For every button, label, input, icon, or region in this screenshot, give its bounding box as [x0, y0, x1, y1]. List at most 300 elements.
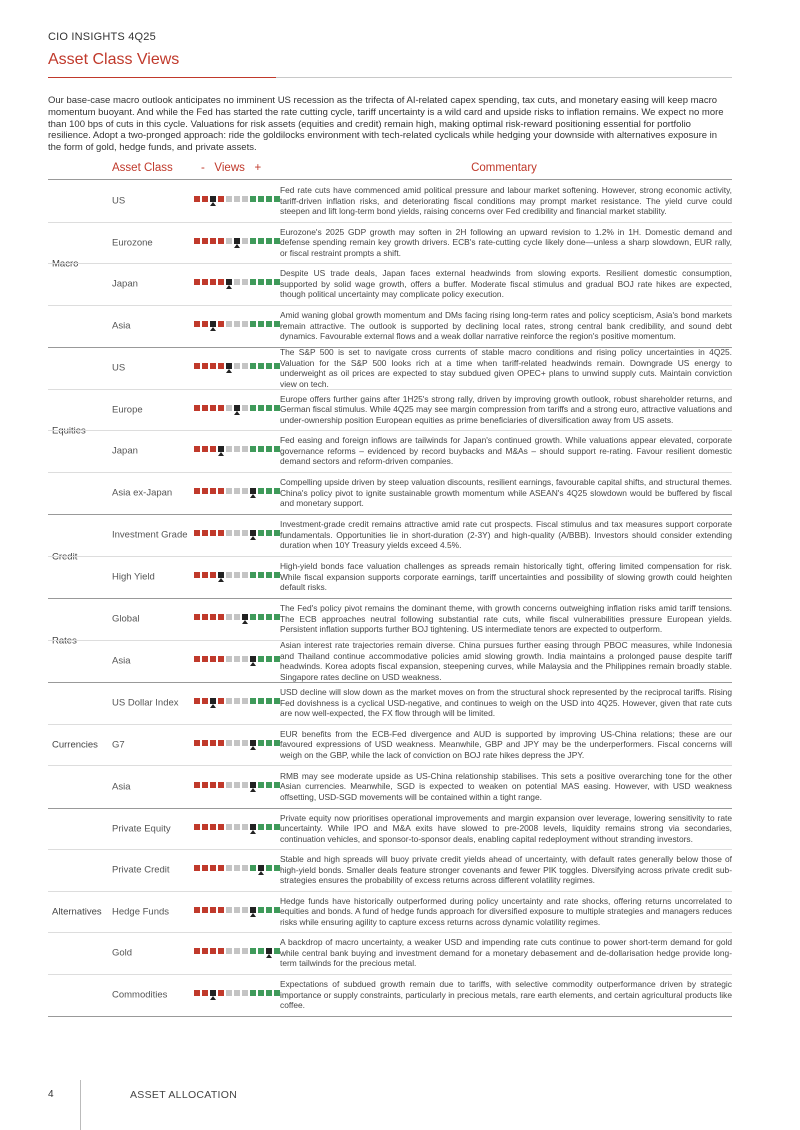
view-square	[218, 530, 224, 536]
asset-name: Private Equity	[112, 823, 171, 835]
group-credit	[48, 515, 732, 599]
view-square	[218, 740, 224, 746]
view-square	[202, 405, 208, 411]
view-square	[202, 740, 208, 746]
table-row	[48, 599, 732, 641]
group-label: Alternatives	[52, 906, 102, 918]
view-square	[194, 488, 200, 494]
view-square	[226, 990, 232, 996]
col-asset-class: Asset Class	[112, 162, 173, 174]
view-square	[194, 363, 200, 369]
view-square	[194, 948, 200, 954]
view-square	[218, 279, 224, 285]
view-square	[258, 948, 264, 954]
view-square	[202, 614, 208, 620]
col-commentary: Commentary	[471, 162, 537, 174]
view-square	[226, 865, 232, 871]
asset-name: Eurozone	[112, 237, 153, 249]
view-square	[234, 865, 240, 871]
view-square	[202, 656, 208, 662]
view-square	[194, 321, 200, 327]
view-square	[210, 824, 216, 830]
table-row	[48, 641, 732, 683]
view-square	[258, 740, 264, 746]
view-square	[242, 948, 248, 954]
view-square	[266, 530, 272, 536]
view-square	[250, 321, 256, 327]
asset-name: High Yield	[112, 571, 155, 583]
asset-name: Asia	[112, 320, 131, 332]
asset-name: Japan	[112, 278, 138, 290]
view-square	[194, 196, 200, 202]
intro-paragraph: Our base-case macro outlook anticipates no imminent US recession as the trifecta of AI-related capex spending, tax cuts, and monetary easing will keep macro momentum buoyant. And while the Fed has started the rate cutting cycle, tariff uncertainty is a wild card and upside risks to inflation remains. We expect no more than 100 bps of cuts in this cycle. Valuations for risk assets (equities and credit) remain high, making optimal risk-reward positioning essential for portfolio resilience. Adopt a two-pronged approach: ride the goldilocks environment with tech-related cyclicals while hedging your downside with alternatives exposure in the form of gold, hedge funds, and private assets.	[48, 95, 724, 154]
view-square	[258, 990, 264, 996]
view-square	[242, 196, 248, 202]
view-marker-icon	[250, 913, 256, 917]
view-square	[218, 824, 224, 830]
view-square	[258, 238, 264, 244]
view-square	[234, 782, 240, 788]
view-square	[218, 614, 224, 620]
commentary: Fed easing and foreign inflows are tailwinds for Japan's continued growth. While valuations appear elevated, corporate governance reforms – evidenced by record buybacks and M&As – should support re-rating. Favour resilient domestic demand sectors and reform-driven companies.	[280, 435, 732, 467]
commentary: Asian interest rate trajectories remain diverse. China pursues further easing through PBOC measures, while Indonesia and Thailand continue accommodative policies amid slowing growth. India maintains a prolonged pause despite tariff headwinds. Korea adopts fiscal expansion, steepening curves, while Malaysia and the Philippines remain broadly stable. Singapore rates decline on USD weakness.	[280, 640, 732, 682]
view-square	[202, 572, 208, 578]
view-square	[210, 279, 216, 285]
group-label: Macro	[52, 258, 79, 270]
view-square	[266, 656, 272, 662]
view-square	[202, 865, 208, 871]
view-square	[210, 446, 216, 452]
view-square	[210, 740, 216, 746]
view-square	[266, 824, 272, 830]
commentary: RMB may see moderate upside as US-China relationship stabilises. This sets a positive overarching tone for the other Asian currencies. Meanwhile, SGD is expected to weaken on potential MAS easing. However, with USD weakness offsetting, USD-SGD movements will be contained within a tight range.	[280, 770, 732, 803]
asset-name: US	[112, 195, 126, 207]
view-square	[250, 865, 256, 871]
view-square	[202, 488, 208, 494]
footer-divider	[80, 1080, 81, 1130]
view-square	[210, 865, 216, 871]
view-marker-icon	[210, 202, 216, 206]
view-scale	[194, 988, 274, 1002]
view-square	[266, 446, 272, 452]
view-square	[242, 363, 248, 369]
view-square	[226, 196, 232, 202]
view-square	[210, 948, 216, 954]
view-square	[242, 488, 248, 494]
commentary: USD decline will slow down as the market moves on from the structural shock represented by the reciprocal tariffs. Rising Fed dovishness is a cyclical USD-negative, and continues to weigh on the USD into 4Q25. However, given that rate cuts are now well-expected, the FX flow through will be limited.	[280, 687, 732, 719]
view-marker-icon	[218, 452, 224, 456]
commentary: A backdrop of macro uncertainty, a weaker USD and impending rate cuts continue to power short-term demand for gold while central bank buying and investment demand for a monetary debasement and de-dollarisation hedge provide long-term tailwinds for the precious metal.	[280, 937, 732, 969]
view-square	[250, 279, 256, 285]
view-square	[258, 698, 264, 704]
view-square	[266, 196, 272, 202]
view-square	[258, 488, 264, 494]
view-square	[258, 446, 264, 452]
view-marker-icon	[210, 327, 216, 331]
view-square	[218, 196, 224, 202]
view-square	[258, 279, 264, 285]
view-square	[218, 405, 224, 411]
asset-name: Gold	[112, 947, 133, 959]
view-marker-icon	[258, 871, 264, 875]
view-square	[258, 614, 264, 620]
table-row	[48, 766, 732, 808]
page-number: 4	[48, 1089, 54, 1100]
commentary: The S&P 500 is set to navigate cross currents of stable macro conditions and rising policy uncertainties in 4Q25. Valuation for the S&P 500 looks rich at a time when tariff-related headwinds remain. Downgrade US energy to underweight as oil prices are expected to stay subdued given OPEC+ plans to unwind supply cuts. Maintain conviction view on tech.	[280, 347, 732, 389]
view-square	[266, 740, 272, 746]
commentary: Stable and high spreads will buoy private credit yields ahead of uncertainty, with default rates generally below those of high-yield bonds. Smaller deals feature stronger covenants and fewer PIK toggles. Diversifying across private credit sub-strategies ensures the probability of excess returns across different volatility regimes.	[280, 854, 732, 886]
asset-name: Investment Grade	[112, 529, 188, 541]
table-row	[48, 181, 732, 223]
view-marker-icon	[266, 954, 272, 958]
view-square	[194, 238, 200, 244]
view-square	[258, 572, 264, 578]
view-square	[218, 698, 224, 704]
view-square	[210, 530, 216, 536]
view-square	[266, 488, 272, 494]
group-alternatives	[48, 809, 732, 1018]
group-label: Equities	[52, 425, 86, 437]
view-scale	[194, 822, 274, 836]
view-square	[210, 656, 216, 662]
view-square	[250, 196, 256, 202]
view-square	[226, 824, 232, 830]
table-row	[48, 725, 732, 767]
view-scale	[194, 738, 274, 752]
view-square	[258, 907, 264, 913]
view-scale	[194, 905, 274, 919]
commentary: Eurozone's 2025 GDP growth may soften in 2H following an upward revision to 1.2% in 1H. Domestic demand and defense spending remain key growth drivers. ECB's rate-cutting cycle likely done—unless a sharp slowdown, EUR rally, or fiscal restraint prompts a shift.	[280, 226, 732, 259]
asset-name: Japan	[112, 445, 138, 457]
view-square	[194, 530, 200, 536]
view-square	[202, 907, 208, 913]
table-row	[48, 850, 732, 892]
view-square	[210, 488, 216, 494]
view-square	[226, 614, 232, 620]
asset-name: Asia	[112, 655, 131, 667]
view-square	[194, 446, 200, 452]
view-scale	[194, 486, 274, 500]
view-square	[258, 530, 264, 536]
col-views: - Views +	[201, 162, 262, 174]
table-row	[48, 557, 732, 599]
view-square	[194, 782, 200, 788]
view-square	[250, 698, 256, 704]
commentary: Investment-grade credit remains attractive amid rate cut prospects. Fiscal stimulus and tax measures support corporate fundamentals. Opportunities lie in short-duration (2-3Y) and high-quality (A/BBB). Investors should consider extending duration when 10Y Treasury yields exceed 4.5%.	[280, 519, 732, 551]
view-square	[234, 279, 240, 285]
view-square	[210, 907, 216, 913]
view-square	[194, 824, 200, 830]
view-square	[218, 656, 224, 662]
view-square	[202, 279, 208, 285]
view-square	[242, 446, 248, 452]
table-row	[48, 975, 732, 1017]
view-square	[202, 238, 208, 244]
view-square	[210, 238, 216, 244]
group-rates	[48, 599, 732, 683]
view-square	[234, 572, 240, 578]
view-square	[218, 990, 224, 996]
view-square	[266, 279, 272, 285]
view-scale	[194, 194, 274, 208]
view-square	[242, 572, 248, 578]
view-square	[242, 990, 248, 996]
table-row	[48, 892, 732, 934]
view-square	[210, 782, 216, 788]
view-square	[250, 446, 256, 452]
view-marker-icon	[234, 244, 240, 248]
view-square	[266, 990, 272, 996]
view-square	[234, 488, 240, 494]
view-square	[266, 363, 272, 369]
view-marker-icon	[218, 578, 224, 582]
view-square	[226, 782, 232, 788]
commentary: Europe offers further gains after 1H25's strong rally, driven by improving growth outlook, robust shareholder returns, and German fiscal stimulus. While 4Q25 may see margin compression from tariffs and a strong euro, attractive valuations and under-ownership position European equities as prime beneficiaries of diversification away from US assets.	[280, 393, 732, 426]
view-square	[242, 530, 248, 536]
view-square	[194, 405, 200, 411]
view-marker-icon	[250, 788, 256, 792]
view-square	[226, 405, 232, 411]
view-square	[234, 321, 240, 327]
view-square	[258, 656, 264, 662]
view-square	[218, 948, 224, 954]
view-square	[234, 530, 240, 536]
view-square	[194, 698, 200, 704]
view-square	[242, 656, 248, 662]
view-square	[258, 782, 264, 788]
table-row	[48, 431, 732, 473]
asset-name: Hedge Funds	[112, 906, 170, 918]
view-square	[234, 656, 240, 662]
view-marker-icon	[210, 996, 216, 1000]
commentary: Fed rate cuts have commenced amid political pressure and labour market softening. However, strong economic activity, tariff-driven inflation risks, and deteriorating fiscal conditions may prompt market resistance. The yield curve could steepen and lift long-term bond yields, raising concerns over Fed credibility and financial market stability.	[280, 185, 732, 217]
view-square	[234, 824, 240, 830]
table-header	[48, 162, 732, 180]
view-marker-icon	[242, 620, 248, 624]
view-square	[202, 698, 208, 704]
view-square	[202, 782, 208, 788]
table-row	[48, 473, 732, 515]
view-square	[234, 907, 240, 913]
view-square	[226, 238, 232, 244]
view-square	[250, 405, 256, 411]
commentary: Expectations of subdued growth remain due to tariffs, with selective commodity outperformance driven by strategic importance or supply constraints, particularly in precious metals, rare earth elements, and certain agricultural products like coffee.	[280, 979, 732, 1011]
table-row	[48, 264, 732, 306]
group-label: Rates	[52, 635, 77, 646]
view-square	[242, 782, 248, 788]
view-square	[218, 907, 224, 913]
view-square	[218, 488, 224, 494]
commentary: Amid waning global growth momentum and DMs facing rising long-term rates and policy scepticism, Asia's bond markets remain attractive. The outlook is supported by declining local rates, strong central bank credibility, and sound debt dynamics. Favourable external flows and a weak dollar narrative reinforce the region's positive momentum.	[280, 310, 732, 342]
section-label: ASSET ALLOCATION	[130, 1089, 238, 1101]
view-square	[194, 740, 200, 746]
view-square	[250, 363, 256, 369]
view-square	[250, 572, 256, 578]
view-scale	[194, 236, 274, 250]
view-square	[242, 907, 248, 913]
asset-name: US Dollar Index	[112, 697, 179, 709]
asset-name: G7	[112, 739, 125, 751]
view-scale	[194, 780, 274, 794]
report-kicker: CIO INSIGHTS 4Q25	[48, 31, 156, 43]
view-square	[218, 782, 224, 788]
view-square	[202, 990, 208, 996]
view-square	[242, 279, 248, 285]
view-square	[210, 572, 216, 578]
view-square	[242, 740, 248, 746]
asset-name: Private Credit	[112, 864, 170, 876]
table-row	[48, 306, 732, 348]
view-square	[194, 990, 200, 996]
view-square	[194, 279, 200, 285]
commentary: Private equity now prioritises operational improvements and margin expansion over leverage, lowering sensitivity to rate uncertainty. While IPO and M&A exits have slowed to pre-2008 levels, liquidity remains strong via secondaries, continuation vehicles, and sponsor-to-sponsor deals, enabling capital redeployment without stranding investors.	[280, 812, 732, 845]
table-row	[48, 683, 732, 725]
commentary: The Fed's policy pivot remains the dominant theme, with growth concerns outweighing inflation risks amid tariff tensions. The ECB approaches neutral following substantial rate cuts, while fiscal vulnerabilities pressure European yields. Persistent inflation supports further BOJ tightening. US intermediate tenors are expected to outperform.	[280, 603, 732, 635]
view-square	[226, 656, 232, 662]
view-square	[250, 614, 256, 620]
table-row	[48, 809, 732, 851]
view-scale	[194, 654, 274, 668]
view-square	[202, 196, 208, 202]
view-scale	[194, 444, 274, 458]
view-square	[234, 363, 240, 369]
view-square	[226, 446, 232, 452]
view-scale	[194, 570, 274, 584]
asset-name: Asia	[112, 781, 131, 793]
view-square	[266, 907, 272, 913]
view-square	[242, 698, 248, 704]
view-square	[234, 196, 240, 202]
view-scale	[194, 528, 274, 542]
table-row	[48, 348, 732, 390]
commentary: Hedge funds have historically outperformed during policy uncertainty and rate shocks, offering returns uncorrelated to equities and bonds. A fund of hedge funds approach for diversified exposure to multiple strategies and managers reduces risks while ensuring agility to capture excess returns across dynamic volatility regimes.	[280, 895, 732, 928]
view-square	[234, 698, 240, 704]
title-divider	[48, 77, 732, 78]
view-scale	[194, 277, 274, 291]
view-square	[250, 948, 256, 954]
view-marker-icon	[250, 662, 256, 666]
view-square	[258, 405, 264, 411]
view-square	[194, 907, 200, 913]
view-square	[226, 948, 232, 954]
view-square	[226, 698, 232, 704]
view-square	[266, 405, 272, 411]
asset-name: Asia ex-Japan	[112, 487, 173, 499]
group-equities	[48, 348, 732, 515]
view-scale	[194, 863, 274, 877]
view-square	[266, 782, 272, 788]
view-square	[210, 405, 216, 411]
view-square	[226, 530, 232, 536]
view-square	[202, 446, 208, 452]
view-square	[234, 614, 240, 620]
view-square	[234, 740, 240, 746]
table-row	[48, 515, 732, 557]
table-row	[48, 390, 732, 432]
view-scale	[194, 696, 274, 710]
table-row	[48, 933, 732, 975]
group-label: Currencies	[52, 739, 98, 751]
view-marker-icon	[234, 411, 240, 415]
view-marker-icon	[210, 704, 216, 708]
commentary: Despite US trade deals, Japan faces external headwinds from slowing exports. Resilient domestic consumption, supported by solid wage growth, offers a buffer. Moderate fiscal stimulus and gradual BOJ rate hikes are expected, though political uncertainty may complicate policy execution.	[280, 268, 732, 300]
view-square	[250, 990, 256, 996]
view-square	[218, 238, 224, 244]
view-square	[242, 238, 248, 244]
view-scale	[194, 612, 274, 626]
view-square	[242, 865, 248, 871]
view-scale	[194, 361, 274, 375]
page-title: Asset Class Views	[48, 51, 180, 68]
view-marker-icon	[226, 369, 232, 373]
asset-name: Europe	[112, 404, 143, 416]
view-square	[202, 824, 208, 830]
view-square	[266, 321, 272, 327]
group-macro	[48, 181, 732, 348]
view-square	[258, 321, 264, 327]
view-square	[202, 321, 208, 327]
view-square	[266, 614, 272, 620]
view-square	[210, 363, 216, 369]
view-square	[194, 656, 200, 662]
commentary: EUR benefits from the ECB-Fed divergence and AUD is supported by improving US-China relations; these are our favoured expressions of USD weakness. Meanwhile, GBP and JPY may be the underperformers. Fiscal concerns will weigh on the GBP, while the lack of conviction on BOJ rate hikes depress the JPY.	[280, 728, 732, 761]
view-square	[242, 321, 248, 327]
view-square	[194, 865, 200, 871]
asset-name: US	[112, 362, 126, 374]
view-square	[218, 321, 224, 327]
view-square	[234, 948, 240, 954]
view-square	[242, 405, 248, 411]
view-square	[266, 865, 272, 871]
view-marker-icon	[226, 285, 232, 289]
view-square	[226, 321, 232, 327]
view-square	[258, 824, 264, 830]
view-marker-icon	[250, 746, 256, 750]
view-scale	[194, 946, 274, 960]
view-square	[218, 865, 224, 871]
group-label: Credit	[52, 551, 78, 562]
view-square	[234, 446, 240, 452]
view-square	[202, 363, 208, 369]
view-scale	[194, 319, 274, 333]
asset-class-table	[48, 181, 732, 1017]
view-square	[226, 488, 232, 494]
view-square	[242, 824, 248, 830]
asset-name: Global	[112, 613, 140, 625]
view-square	[226, 907, 232, 913]
view-square	[218, 363, 224, 369]
view-marker-icon	[250, 494, 256, 498]
view-square	[226, 572, 232, 578]
view-marker-icon	[250, 830, 256, 834]
view-square	[234, 990, 240, 996]
view-square	[194, 572, 200, 578]
view-square	[266, 572, 272, 578]
table-row	[48, 223, 732, 265]
view-marker-icon	[250, 536, 256, 540]
commentary: High-yield bonds face valuation challenges as spreads remain historically tight, offering limited compensation for risk. While fiscal expansion supports corporate earnings, tariff uncertainties and possibility of slowing growth could heighten default risks.	[280, 561, 732, 593]
view-square	[266, 238, 272, 244]
view-square	[266, 698, 272, 704]
view-square	[258, 363, 264, 369]
view-scale	[194, 403, 274, 417]
asset-name: Commodities	[112, 989, 168, 1001]
view-square	[258, 196, 264, 202]
view-square	[226, 740, 232, 746]
view-square	[194, 614, 200, 620]
view-square	[210, 614, 216, 620]
group-currencies	[48, 683, 732, 809]
